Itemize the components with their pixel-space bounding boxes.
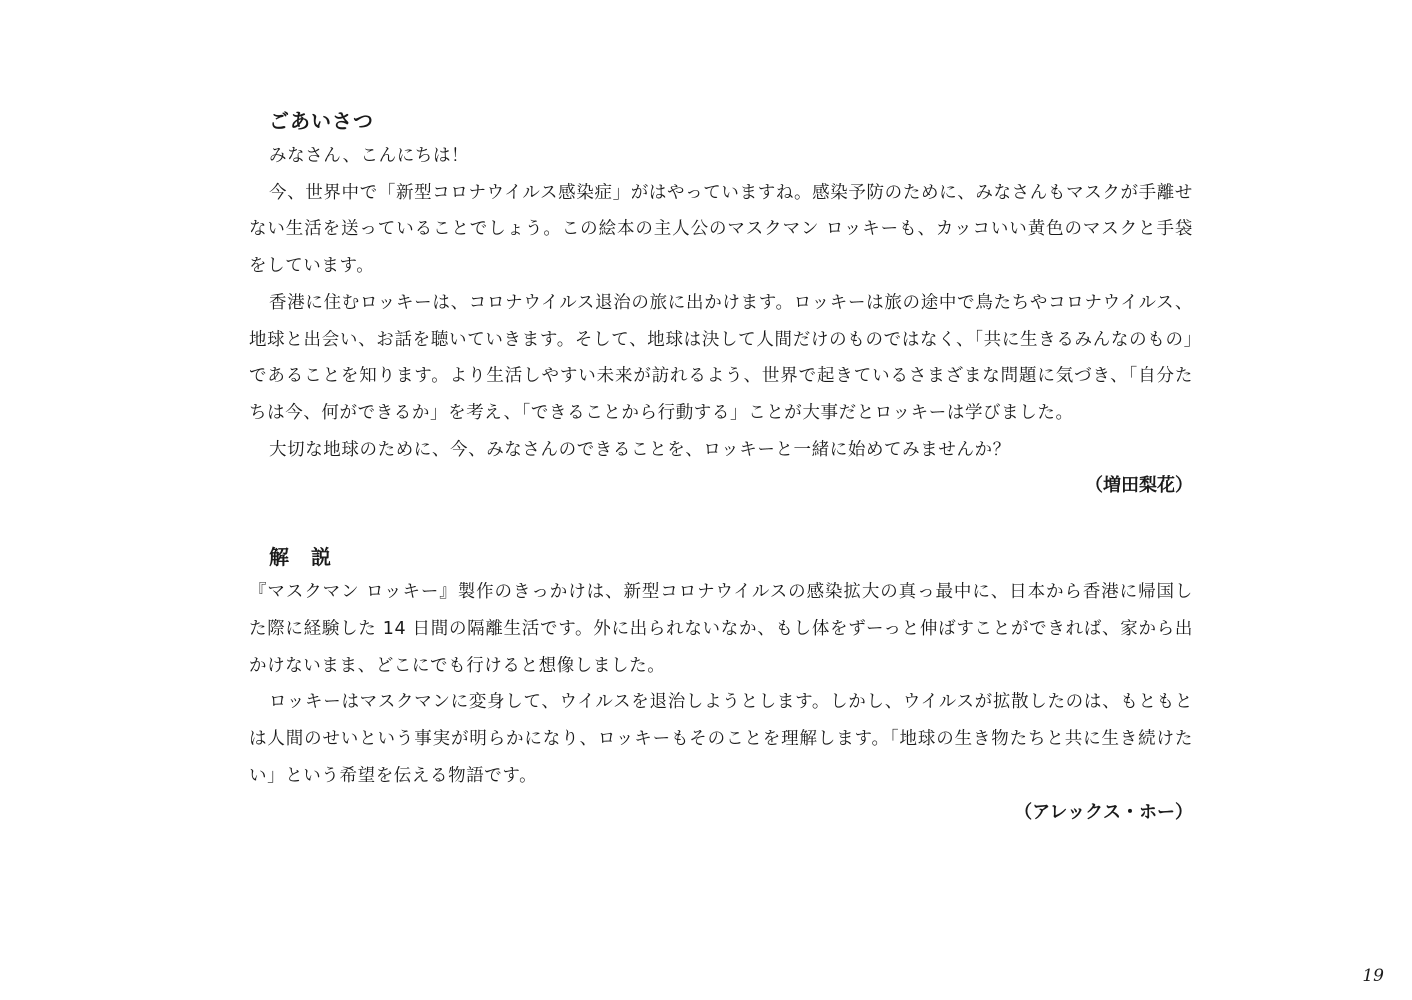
commentary-paragraph-2: ロッキーはマスクマンに変身して、ウイルスを退治しようとします。しかし、ウイルスが拡散したのは、もともとは人間のせいという事実が明らかになり、ロッキーもそのことを理解します。「地球の生き物たちと共に生き続けたい」という希望を伝える物語です。 (249, 692, 1193, 786)
commentary-paragraph-1: 『マスクマン ロッキー』製作のきっかけは、新型コロナウイルスの感染拡大の真っ最中に、日本から香港に帰国した際に経験した 14 日間の隔離生活です。外に出られないなか、もし体をずーっと伸ばすことができれば、家から出かけないまま、どこにでも行けると想像しました。 (249, 582, 1193, 676)
page-content (249, 104, 1193, 831)
greeting-heading: ごあいさつ (269, 109, 374, 133)
greeting-signature: （増田梨花） (1085, 475, 1193, 497)
page-number: 19 (1362, 966, 1384, 986)
section-spacer (249, 504, 1193, 540)
greeting-paragraph-2: 今、世界中で「新型コロナウイルス感染症」がはやっていますね。感染予防のために、みなさんもマスクが手離せない生活を送っていることでしょう。この絵本の主人公のマスクマン ロッキーも、カッコいい黄色のマスクと手袋をしています。 (249, 182, 1193, 277)
greeting-paragraph-4: 大切な地球のために、今、みなさんのできることを、ロッキーと一緒に始めてみませんか？ (269, 439, 1011, 460)
greeting-paragraph-3: 香港に住むロッキーは、コロナウイルス退治の旅に出かけます。ロッキーは旅の途中で鳥たちやコロナウイルス、地球と出会い、お話を聴いていきます。そして、地球は決して人間だけのものではなく、「共に生きるみんなのもの」であることを知ります。より生活しやすい未来が訪れるよう、世界で起きているさまざまな問題に気づき、「自分たちは今、何ができるか」を考え、「できることから行動する」ことが大事だとロッキーは学びました。 (249, 292, 1193, 423)
greeting-paragraph-1: みなさん、こんにちは！ (269, 146, 470, 166)
commentary-signature: （アレックス・ホー） (1014, 801, 1193, 823)
commentary-heading: 解 説 (269, 545, 332, 570)
